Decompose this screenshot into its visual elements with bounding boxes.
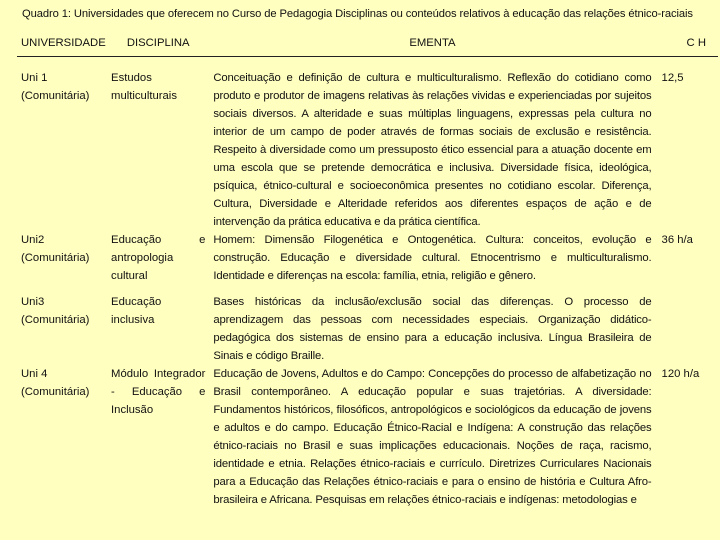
cell-universidade: Uni 4 (Comunitária) (21, 368, 90, 398)
cell-disciplina: Educação inclusiva (111, 296, 162, 326)
cell-ementa: Conceituação e definição de cultura e multiculturalismo. Reflexão do cotidiano como produto e produtor de imagens relativas às relações vividas e experienciadas por sujeitos sociais diversos. A alteridade e suas múltiplas linguagens, expressas pela cultura no interior de um campo de poder através de formas sociais de exclusão e resistência. Respeito à diversidade como um pressuposto ético essencial para a atuação docente em uma escola que se pretende democrática e inclusiva. Diversidade física, ideológica, psíquica, étnico-cultural e socioeconômica presentes no cotidiano escolar. Diferença, Cultura, Diversidade e Alteridade referidos aos diferentes espaços de ação e de intervenção da prática educativa e da prática científica. (213, 72, 652, 228)
cell-disciplina: Estudos multiculturais (111, 72, 177, 102)
header-ementa: EMENTA (209, 30, 655, 57)
header-universidade: UNIVERSIDADE (17, 30, 107, 57)
cell-ementa: Educação de Jovens, Adultos e do Campo: Concepções do processo de alfabetização no Brasil contemporâneo. A educação popular e suas trajetórias. A diversidade: Fundamentos históricos, filosóficos, antropológicos e sociológicos da educação de jovens e adultos e do campo. Educação Étnico-Racial e Indígena: A construção das relações étnico-raciais no Brasil e suas implicações educacionais. Noções de raça, racismo, identidade e etnia. Relações étnico-raciais e currículo. Diretrizes Curriculares Nacionais para a Educação das Relações étnico-raciais e para o ensino de história e Cultura Afro-brasileira e Africana. Pesquisas em relações étnico-raciais e indígenas: metodologias e (213, 368, 652, 506)
cell-universidade: Uni 1 (Comunitária) (21, 72, 90, 102)
cell-ementa: Homem: Dimensão Filogenética e Ontogenética. Cultura: conceitos, evolução e construção. Educação e diversidade cultural. Etnocentrismo e multiculturalismo. Identidade e diferenças na escola: família, etnia, religião e gênero. (213, 234, 652, 282)
cell-ementa: Bases históricas da inclusão/exclusão social das diferenças. O processo de aprendizagem das pessoas com necessidades especiais. Organização didático-pedagógica dos sistemas de ensino para a educação inclusiva. Língua Brasileira de Sinais e código Braille. (213, 296, 652, 362)
cell-ch: 36 h/a (661, 234, 693, 246)
table-caption: Quadro 1: Universidades que oferecem no Curso de Pedagogia Disciplinas ou conteúdos relativos à educação das relações étnico-raciais (22, 8, 693, 20)
table-header-row (17, 30, 718, 57)
cell-ch: 120 h/a (661, 368, 700, 380)
table-row (17, 293, 718, 365)
cell-disciplina: Módulo Integrador - Educação e Inclusão (111, 368, 206, 416)
cell-ch: 12,5 (661, 72, 684, 84)
header-disciplina: DISCIPLINA (107, 30, 209, 57)
cell-ch (656, 293, 718, 365)
header-ch: C H (656, 30, 718, 57)
cell-disciplina: Educação e antropologia cultural (111, 234, 206, 282)
universities-table (17, 30, 718, 509)
cell-universidade: Uni2 (Comunitária) (21, 234, 90, 264)
cell-universidade: Uni3 (Comunitária) (21, 296, 90, 326)
table-row (17, 365, 718, 509)
table-row (17, 69, 718, 231)
table-row (17, 231, 718, 285)
